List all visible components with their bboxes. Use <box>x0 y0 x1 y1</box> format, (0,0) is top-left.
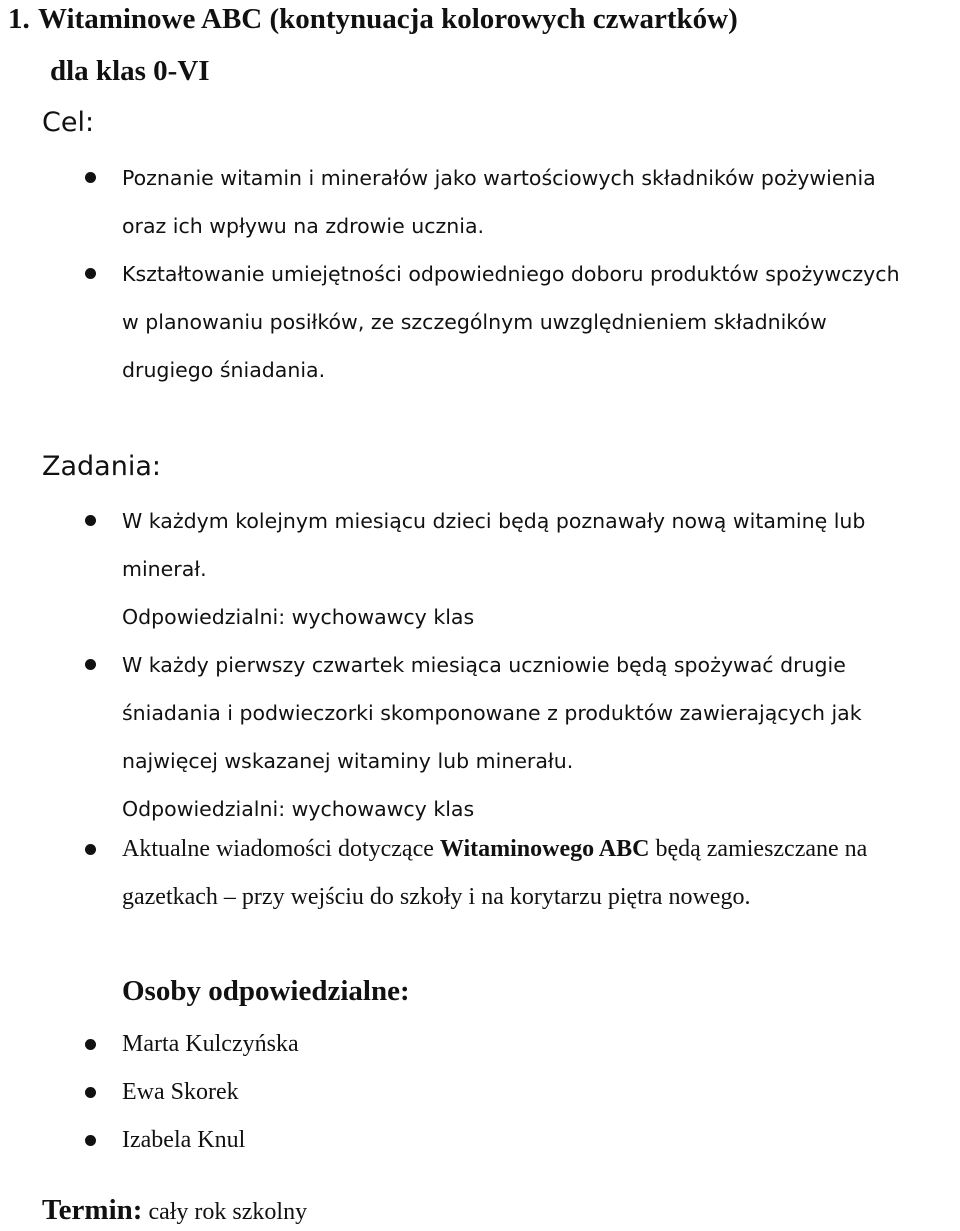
bullet-icon <box>85 515 96 526</box>
list-item <box>122 641 960 833</box>
title-text: Witaminowe ABC (kontynuacja kolorowych czwartków) <box>38 3 738 35</box>
bullet-icon <box>85 844 96 855</box>
bullet-icon <box>85 659 96 670</box>
responsible-line: Odpowiedzialni: wychowawcy klas <box>122 605 475 629</box>
item-bold-text: Witaminowego ABC <box>439 836 650 862</box>
heading-zadania: Zadania: <box>42 451 161 482</box>
item-line: Poznanie witamin i minerałów jako wartościowych składników pożywienia <box>122 166 876 190</box>
list-item <box>122 825 960 921</box>
termin-label: Termin: <box>42 1194 143 1226</box>
item-line: drugiego śniadania. <box>122 358 326 382</box>
termin-value: cały rok szkolny <box>142 1199 308 1225</box>
osoby-list <box>122 1020 960 1164</box>
list-item <box>122 250 960 394</box>
section-number: 1. <box>8 3 30 35</box>
zadania-list-serif <box>122 825 960 921</box>
item-line: minerał. <box>122 557 207 581</box>
item-line: W każdy pierwszy czwartek miesiąca uczniowie będą spożywać drugie <box>122 653 846 677</box>
item-line <box>122 825 960 873</box>
termin-line <box>42 1194 307 1227</box>
person-name: Ewa Skorek <box>122 1079 239 1105</box>
list-item <box>122 1020 960 1068</box>
list-item <box>122 1068 960 1116</box>
bullet-icon <box>85 1135 96 1146</box>
item-line: śniadania i podwieczorki skomponowane z produktów zawierających jak <box>122 701 862 725</box>
person-name: Izabela Knul <box>122 1127 246 1153</box>
list-item <box>122 1116 960 1164</box>
heading-osoby: Osoby odpowiedzialne: <box>122 975 410 1007</box>
list-item <box>122 497 960 641</box>
zadania-list <box>122 497 960 833</box>
item-line: oraz ich wpływu na zdrowie ucznia. <box>122 214 485 238</box>
bullet-icon <box>85 172 96 183</box>
document-subtitle: dla klas 0-VI <box>50 55 210 87</box>
item-text: będą zamieszczane na <box>649 836 868 862</box>
item-line: gazetkach – przy wejściu do szkoły i na korytarzu piętra nowego. <box>122 884 751 910</box>
document-title <box>8 2 738 36</box>
bullet-icon <box>85 1039 96 1050</box>
person-name: Marta Kulczyńska <box>122 1031 299 1057</box>
item-line: najwięcej wskazanej witaminy lub minerału. <box>122 749 574 773</box>
item-line: w planowaniu posiłków, ze szczególnym uwzględnieniem składników <box>122 310 827 334</box>
bullet-icon <box>85 1087 96 1098</box>
responsible-line: Odpowiedzialni: wychowawcy klas <box>122 797 475 821</box>
heading-cel: Cel: <box>42 107 95 138</box>
item-line: W każdym kolejnym miesiącu dzieci będą poznawały nową witaminę lub <box>122 509 866 533</box>
bullet-icon <box>85 268 96 279</box>
item-line: Kształtowanie umiejętności odpowiedniego doboru produktów spożywczych <box>122 262 900 286</box>
list-item <box>122 154 960 250</box>
cel-list <box>122 154 960 394</box>
item-text: Aktualne wiadomości dotyczące <box>122 836 440 862</box>
